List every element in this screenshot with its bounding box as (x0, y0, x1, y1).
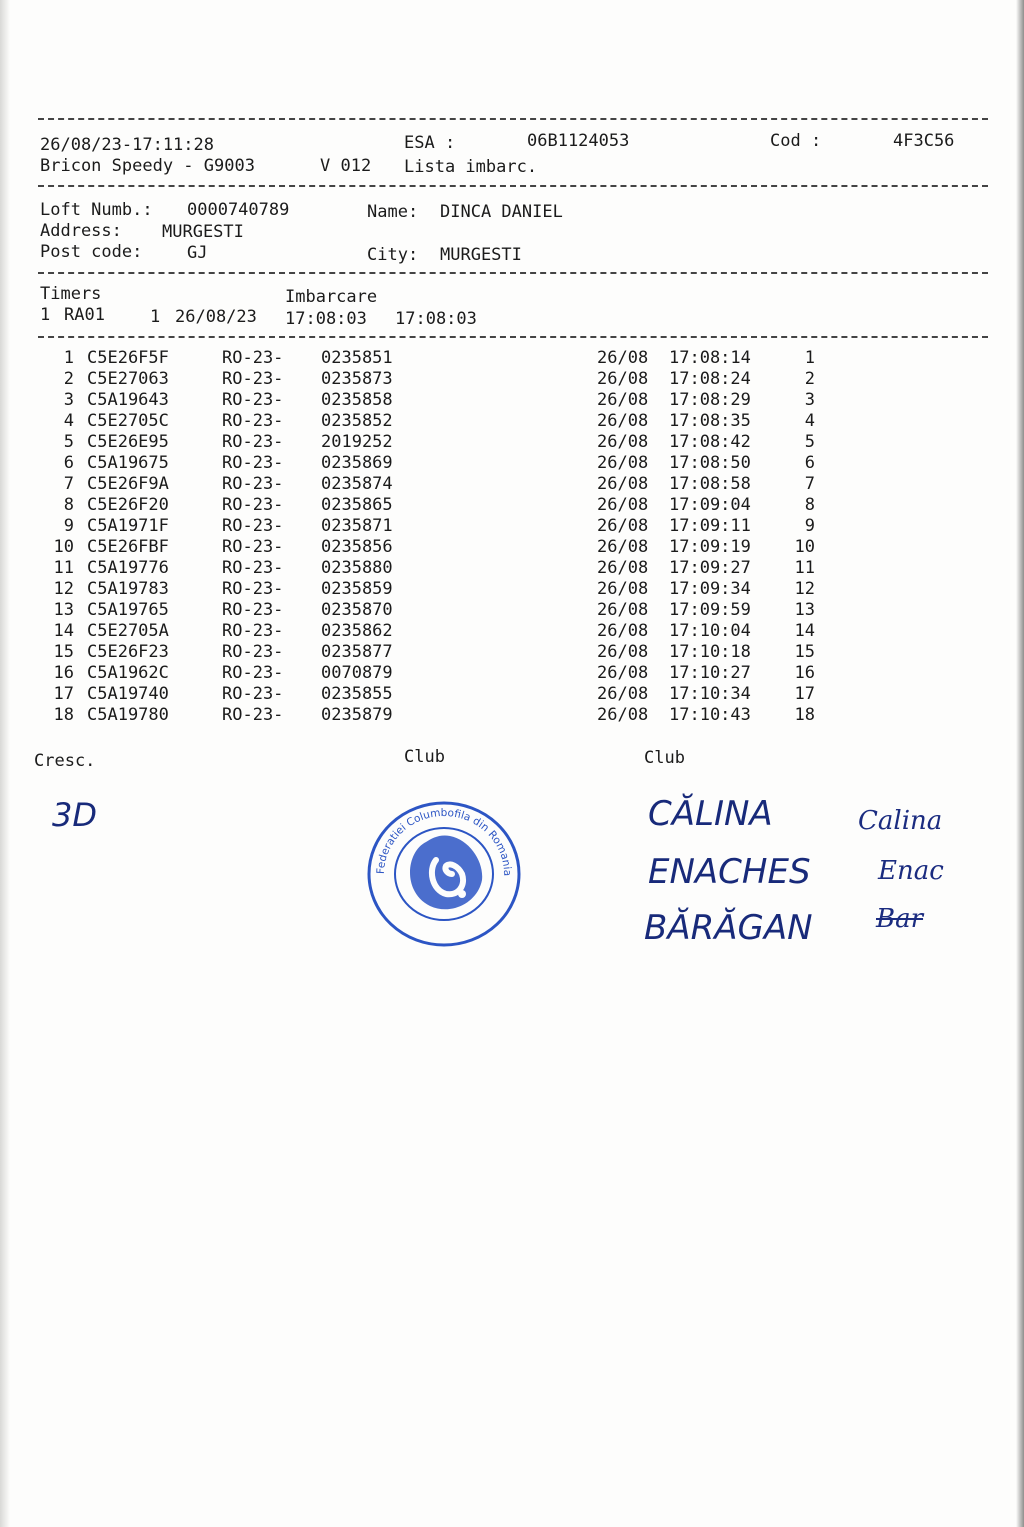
timer-date: 26/08/23 (175, 307, 257, 327)
entry-chip: C5E26F9A (87, 474, 169, 494)
entry-time: 17:09:19 (669, 537, 751, 557)
entry-idx: 7 (804, 474, 815, 494)
entry-n: 7 (63, 474, 74, 494)
entry-ring: 0235877 (321, 642, 393, 662)
entry-ring: 0235852 (321, 411, 393, 431)
entry-chip: C5A19643 (87, 390, 169, 410)
entry-ring: 0235851 (321, 348, 393, 368)
name-value: DINCA DANIEL (440, 202, 563, 222)
timer-count: 1 (150, 307, 161, 327)
entry-date: 26/08 (597, 348, 649, 368)
club-label-right: Club (644, 748, 685, 768)
entry-time: 17:08:50 (669, 453, 751, 473)
esa-label: ESA : (404, 133, 456, 153)
entry-idx: 14 (794, 621, 815, 641)
entry-idx: 2 (804, 369, 815, 389)
entry-date: 26/08 (597, 369, 649, 389)
entry-date: 26/08 (597, 516, 649, 536)
entry-prefix: RO-23- (222, 684, 284, 704)
entry-ring: 0235862 (321, 621, 393, 641)
entry-n: 16 (53, 663, 74, 683)
city-value: MURGESTI (440, 245, 522, 265)
entry-prefix: RO-23- (222, 432, 284, 452)
entry-n: 12 (53, 579, 74, 599)
entry-idx: 15 (794, 642, 815, 662)
entry-date: 26/08 (597, 432, 649, 452)
entry-date: 26/08 (597, 663, 649, 683)
entry-time: 17:08:42 (669, 432, 751, 452)
entry-prefix: RO-23- (222, 600, 284, 620)
entry-chip: C5A19765 (87, 600, 169, 620)
handwritten-name-3: BĂRĂGAN (644, 908, 813, 948)
entry-n: 15 (53, 642, 74, 662)
entry-n: 5 (63, 432, 74, 452)
entry-idx: 16 (794, 663, 815, 683)
entry-chip: C5E27063 (87, 369, 169, 389)
entry-date: 26/08 (597, 390, 649, 410)
separator-line (38, 272, 988, 274)
entry-n: 9 (63, 516, 74, 536)
federation-stamp (366, 800, 522, 948)
entry-chip: C5E26E95 (87, 432, 169, 452)
entry-chip: C5E26F5F (87, 348, 169, 368)
entry-time: 17:08:29 (669, 390, 751, 410)
signature-2: Enac (878, 856, 944, 886)
entry-n: 10 (53, 537, 74, 557)
entry-n: 17 (53, 684, 74, 704)
entry-ring: 0235856 (321, 537, 393, 557)
entry-time: 17:09:34 (669, 579, 751, 599)
entry-time: 17:09:04 (669, 495, 751, 515)
entry-date: 26/08 (597, 705, 649, 725)
entry-n: 4 (63, 411, 74, 431)
entry-time: 17:10:43 (669, 705, 751, 725)
paper-left-edge (0, 0, 10, 1527)
entry-idx: 9 (804, 516, 815, 536)
entry-n: 3 (63, 390, 74, 410)
entry-prefix: RO-23- (222, 495, 284, 515)
imbarcare-label: Imbarcare (285, 287, 378, 307)
postcode-label: Post code: (40, 242, 143, 262)
entry-n: 13 (53, 600, 74, 620)
stamp-ring-text: Federatiei Columbofila din Romania (374, 806, 514, 877)
device-version: V 012 (320, 156, 372, 176)
entry-chip: C5A19783 (87, 579, 169, 599)
entry-time: 17:08:58 (669, 474, 751, 494)
entry-chip: C5E26F23 (87, 642, 169, 662)
entry-time: 17:10:27 (669, 663, 751, 683)
entry-idx: 1 (804, 348, 815, 368)
entry-idx: 6 (804, 453, 815, 473)
entry-idx: 4 (804, 411, 815, 431)
entry-idx: 13 (794, 600, 815, 620)
entry-date: 26/08 (597, 474, 649, 494)
handwritten-name-2: ENACHES (648, 852, 811, 892)
separator-line (38, 336, 988, 338)
loft-number-label: Loft Numb.: (40, 200, 153, 220)
club-label-left: Club (404, 747, 445, 767)
entry-ring: 2019252 (321, 432, 393, 452)
entry-idx: 12 (794, 579, 815, 599)
entry-idx: 17 (794, 684, 815, 704)
entry-date: 26/08 (597, 579, 649, 599)
entry-idx: 18 (794, 705, 815, 725)
entry-time: 17:09:11 (669, 516, 751, 536)
cod-value: 4F3C56 (893, 131, 955, 151)
loft-number-value: 0000740789 (187, 200, 290, 220)
entry-chip: C5A19740 (87, 684, 169, 704)
entry-time: 17:08:14 (669, 348, 751, 368)
entry-ring: 0235858 (321, 390, 393, 410)
entry-prefix: RO-23- (222, 348, 284, 368)
city-label: City: (367, 245, 419, 265)
entry-prefix: RO-23- (222, 369, 284, 389)
entry-time: 17:10:18 (669, 642, 751, 662)
entry-ring: 0235873 (321, 369, 393, 389)
separator-line (38, 118, 988, 120)
entry-date: 26/08 (597, 684, 649, 704)
entry-ring: 0235871 (321, 516, 393, 536)
entry-n: 11 (53, 558, 74, 578)
handwritten-name-1: CĂLINA (648, 794, 773, 834)
entry-n: 14 (53, 621, 74, 641)
entry-date: 26/08 (597, 537, 649, 557)
entry-ring: 0235874 (321, 474, 393, 494)
entry-prefix: RO-23- (222, 516, 284, 536)
entry-ring: 0235855 (321, 684, 393, 704)
list-title: Lista imbarc. (404, 157, 538, 177)
entry-time: 17:10:04 (669, 621, 751, 641)
entry-n: 6 (63, 453, 74, 473)
entry-time: 17:09:27 (669, 558, 751, 578)
entry-n: 8 (63, 495, 74, 515)
entry-prefix: RO-23- (222, 621, 284, 641)
entry-idx: 3 (804, 390, 815, 410)
separator-line (38, 185, 988, 187)
print-datetime: 26/08/23-17:11:28 (40, 135, 214, 155)
entry-prefix: RO-23- (222, 705, 284, 725)
entry-ring: 0235870 (321, 600, 393, 620)
entry-time: 17:08:35 (669, 411, 751, 431)
entry-time: 17:08:24 (669, 369, 751, 389)
entry-prefix: RO-23- (222, 579, 284, 599)
entry-n: 1 (63, 348, 74, 368)
entry-prefix: RO-23- (222, 537, 284, 557)
timer-row-index: 1 (40, 305, 51, 325)
entry-prefix: RO-23- (222, 558, 284, 578)
entry-chip: C5E2705A (87, 621, 169, 641)
entry-ring: 0070879 (321, 663, 393, 683)
address-label: Address: (40, 221, 122, 241)
entry-prefix: RO-23- (222, 663, 284, 683)
timers-label: Timers (40, 284, 102, 304)
entry-ring: 0235879 (321, 705, 393, 725)
entry-ring: 0235865 (321, 495, 393, 515)
entry-n: 18 (53, 705, 74, 725)
signature-3: Bar (876, 904, 924, 934)
signature-1: Calina (858, 806, 943, 836)
postcode-value: GJ (187, 243, 208, 263)
entry-date: 26/08 (597, 600, 649, 620)
timer-time-end: 17:08:03 (395, 309, 477, 329)
device-name: Bricon Speedy - G9003 (40, 156, 255, 176)
entry-prefix: RO-23- (222, 453, 284, 473)
name-label: Name: (367, 202, 419, 222)
entry-ring: 0235880 (321, 558, 393, 578)
entry-prefix: RO-23- (222, 474, 284, 494)
entry-chip: C5A19675 (87, 453, 169, 473)
entry-chip: C5E26FBF (87, 537, 169, 557)
entry-chip: C5A19780 (87, 705, 169, 725)
entry-time: 17:10:34 (669, 684, 751, 704)
entry-prefix: RO-23- (222, 642, 284, 662)
entry-idx: 11 (794, 558, 815, 578)
entry-date: 26/08 (597, 558, 649, 578)
entry-prefix: RO-23- (222, 390, 284, 410)
entry-date: 26/08 (597, 453, 649, 473)
entry-time: 17:09:59 (669, 600, 751, 620)
entry-ring: 0235859 (321, 579, 393, 599)
entry-chip: C5E26F20 (87, 495, 169, 515)
entry-chip: C5A1971F (87, 516, 169, 536)
address-value: MURGESTI (162, 222, 244, 242)
entry-date: 26/08 (597, 495, 649, 515)
entry-chip: C5E2705C (87, 411, 169, 431)
entry-date: 26/08 (597, 621, 649, 641)
entry-idx: 10 (794, 537, 815, 557)
breeder-initials-handwriting: 3D (52, 796, 97, 834)
entry-ring: 0235869 (321, 453, 393, 473)
entry-idx: 5 (804, 432, 815, 452)
entry-prefix: RO-23- (222, 411, 284, 431)
timer-id: RA01 (64, 305, 105, 325)
esa-value: 06B1124053 (527, 131, 630, 151)
entry-n: 2 (63, 369, 74, 389)
entry-chip: C5A19776 (87, 558, 169, 578)
timer-time-start: 17:08:03 (285, 309, 367, 329)
paper-right-edge (1016, 0, 1024, 1527)
cod-label: Cod : (770, 131, 822, 151)
entry-chip: C5A1962C (87, 663, 169, 683)
cresc-label: Cresc. (34, 751, 96, 771)
entry-date: 26/08 (597, 411, 649, 431)
entry-date: 26/08 (597, 642, 649, 662)
entry-idx: 8 (804, 495, 815, 515)
